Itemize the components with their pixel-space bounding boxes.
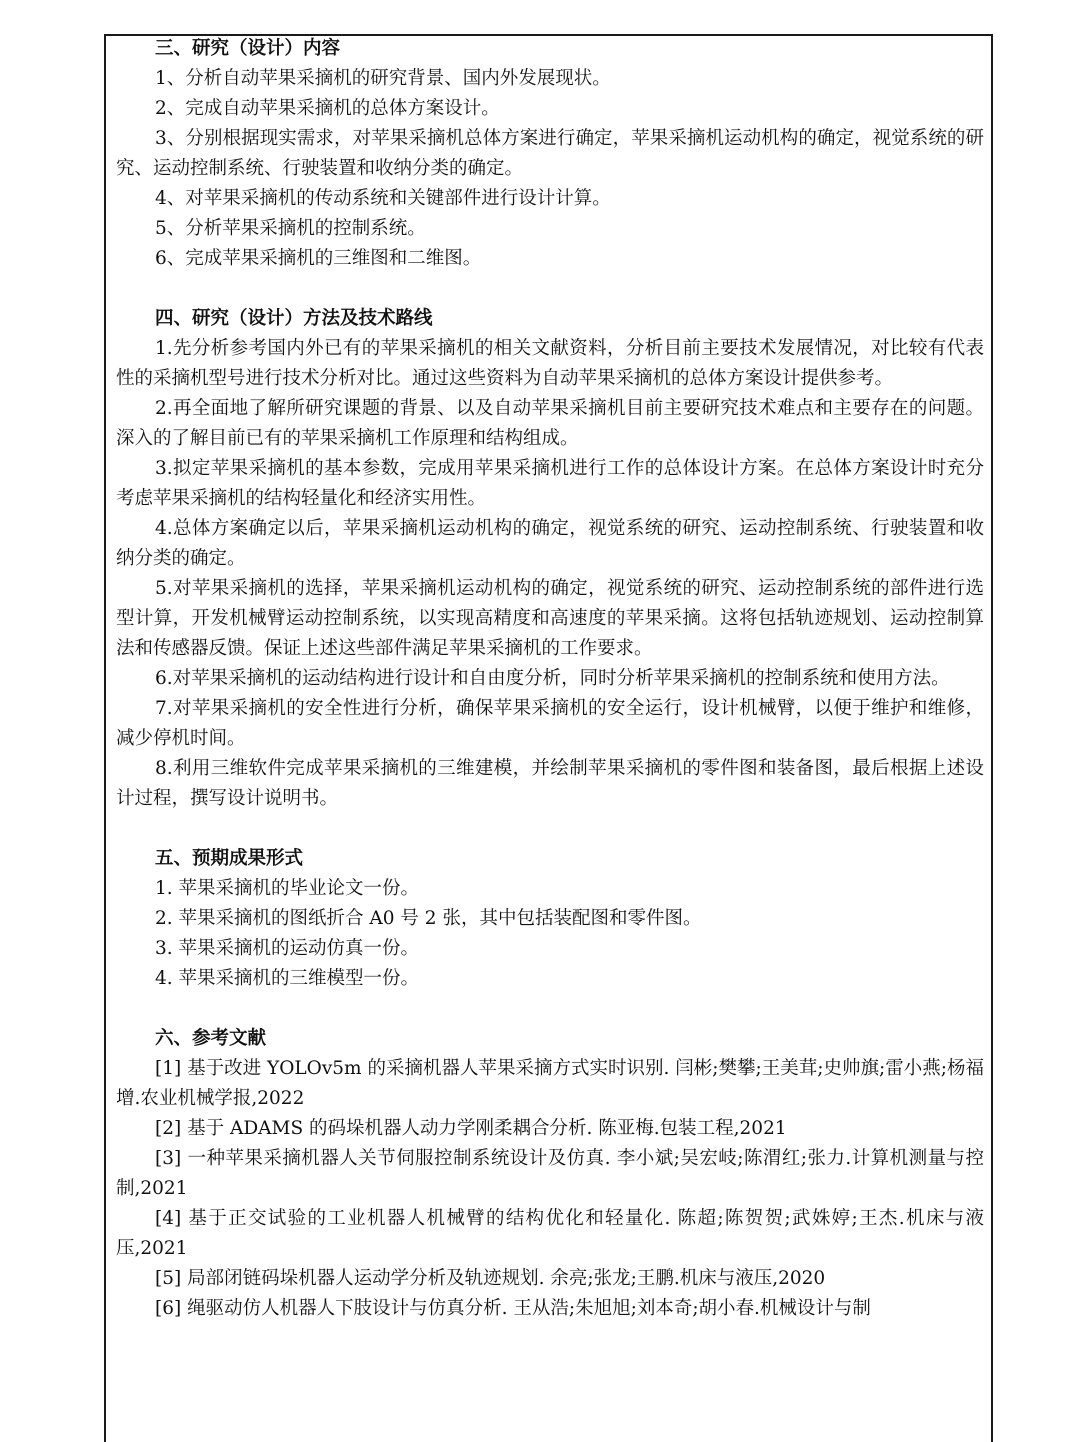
section-5-item: 2. 苹果采摘机的图纸折合 A0 号 2 张，其中包括装配图和零件图。 <box>155 908 702 929</box>
spacer <box>116 814 984 844</box>
spacer <box>116 274 984 304</box>
section-4-item: 1.先分析参考国内外已有的苹果采摘机的相关文献资料，分析目前主要技术发展情况，对比较有代表性的采摘机型号进行技术分析对比。通过这些资料为自动苹果采摘机的总体方案设计提供参考。 <box>116 338 984 389</box>
reference-item: [4] 基于正交试验的工业机器人机械臂的结构优化和轻量化. 陈超;陈贺贺;武姝婷;王杰.机床与液压,2021 <box>116 1208 984 1259</box>
section-3-item: 1、分析自动苹果采摘机的研究背景、国内外发展现状。 <box>155 68 611 89</box>
reference-item: [5] 局部闭链码垛机器人运动学分析及轨迹规划. 余亮;张龙;王鹏.机床与液压,2020 <box>155 1268 826 1289</box>
section-6-title: 六、参考文献 <box>155 1028 267 1049</box>
section-4-item: 8.利用三维软件完成苹果采摘机的三维建模，并绘制苹果采摘机的零件图和装备图，最后根据上述设计过程，撰写设计说明书。 <box>116 758 984 809</box>
section-5-item: 3. 苹果采摘机的运动仿真一份。 <box>155 938 420 959</box>
section-4-item: 6.对苹果采摘机的运动结构进行设计和自由度分析，同时分析苹果采摘机的控制系统和使用方法。 <box>155 668 950 689</box>
section-3-item: 5、分析苹果采摘机的控制系统。 <box>155 218 426 239</box>
reference-item: [2] 基于 ADAMS 的码垛机器人动力学刚柔耦合分析. 陈亚梅.包装工程,2021 <box>155 1118 787 1139</box>
section-3-item: 2、完成自动苹果采摘机的总体方案设计。 <box>155 98 500 119</box>
section-4-item: 7.对苹果采摘机的安全性进行分析，确保苹果采摘机的安全运行，设计机械臂，以便于维护和维修，减少停机时间。 <box>116 698 984 749</box>
document-content <box>116 34 984 1324</box>
spacer <box>116 994 984 1024</box>
section-4-item: 3.拟定苹果采摘机的基本参数，完成用苹果采摘机进行工作的总体设计方案。在总体方案设计时充分考虑苹果采摘机的结构轻量化和经济实用性。 <box>116 458 984 509</box>
section-3-item: 4、对苹果采摘机的传动系统和关键部件进行设计计算。 <box>155 188 611 209</box>
reference-item: [3] 一种苹果采摘机器人关节伺服控制系统设计及仿真. 李小斌;吴宏岐;陈渭红;张力.计算机测量与控制,2021 <box>116 1148 984 1199</box>
section-3-item: 3、分别根据现实需求，对苹果采摘机总体方案进行确定，苹果采摘机运动机构的确定，视觉系统的研究、运动控制系统、行驶装置和收纳分类的确定。 <box>116 128 984 179</box>
section-5-item: 1. 苹果采摘机的毕业论文一份。 <box>155 878 420 899</box>
section-5-item: 4. 苹果采摘机的三维模型一份。 <box>155 968 420 989</box>
section-3-item: 6、完成苹果采摘机的三维图和二维图。 <box>155 248 482 269</box>
section-4-item: 4.总体方案确定以后，苹果采摘机运动机构的确定，视觉系统的研究、运动控制系统、行驶装置和收纳分类的确定。 <box>116 518 984 569</box>
reference-item: [6] 绳驱动仿人机器人下肢设计与仿真分析. 王从浩;朱旭旭;刘本奇;胡小春.机械设计与制 <box>155 1298 871 1319</box>
section-3-title: 三、研究（设计）内容 <box>155 38 341 59</box>
section-4-title: 四、研究（设计）方法及技术路线 <box>155 308 433 329</box>
section-4-item: 2.再全面地了解所研究课题的背景、以及自动苹果采摘机目前主要研究技术难点和主要存在的问题。深入的了解目前已有的苹果采摘机工作原理和结构组成。 <box>116 398 984 449</box>
section-4-item: 5.对苹果采摘机的选择，苹果采摘机运动机构的确定，视觉系统的研究、运动控制系统的部件进行选型计算，开发机械臂运动控制系统，以实现高精度和高速度的苹果采摘。这将包括轨迹规划、运动控制算法和传感器反馈。保证上述这些部件满足苹果采摘机的工作要求。 <box>116 578 984 659</box>
reference-item: [1] 基于改进 YOLOv5m 的采摘机器人苹果采摘方式实时识别. 闫彬;樊攀;王美茸;史帅旗;雷小燕;杨福增.农业机械学报,2022 <box>116 1058 984 1109</box>
section-5-title: 五、预期成果形式 <box>155 848 304 869</box>
